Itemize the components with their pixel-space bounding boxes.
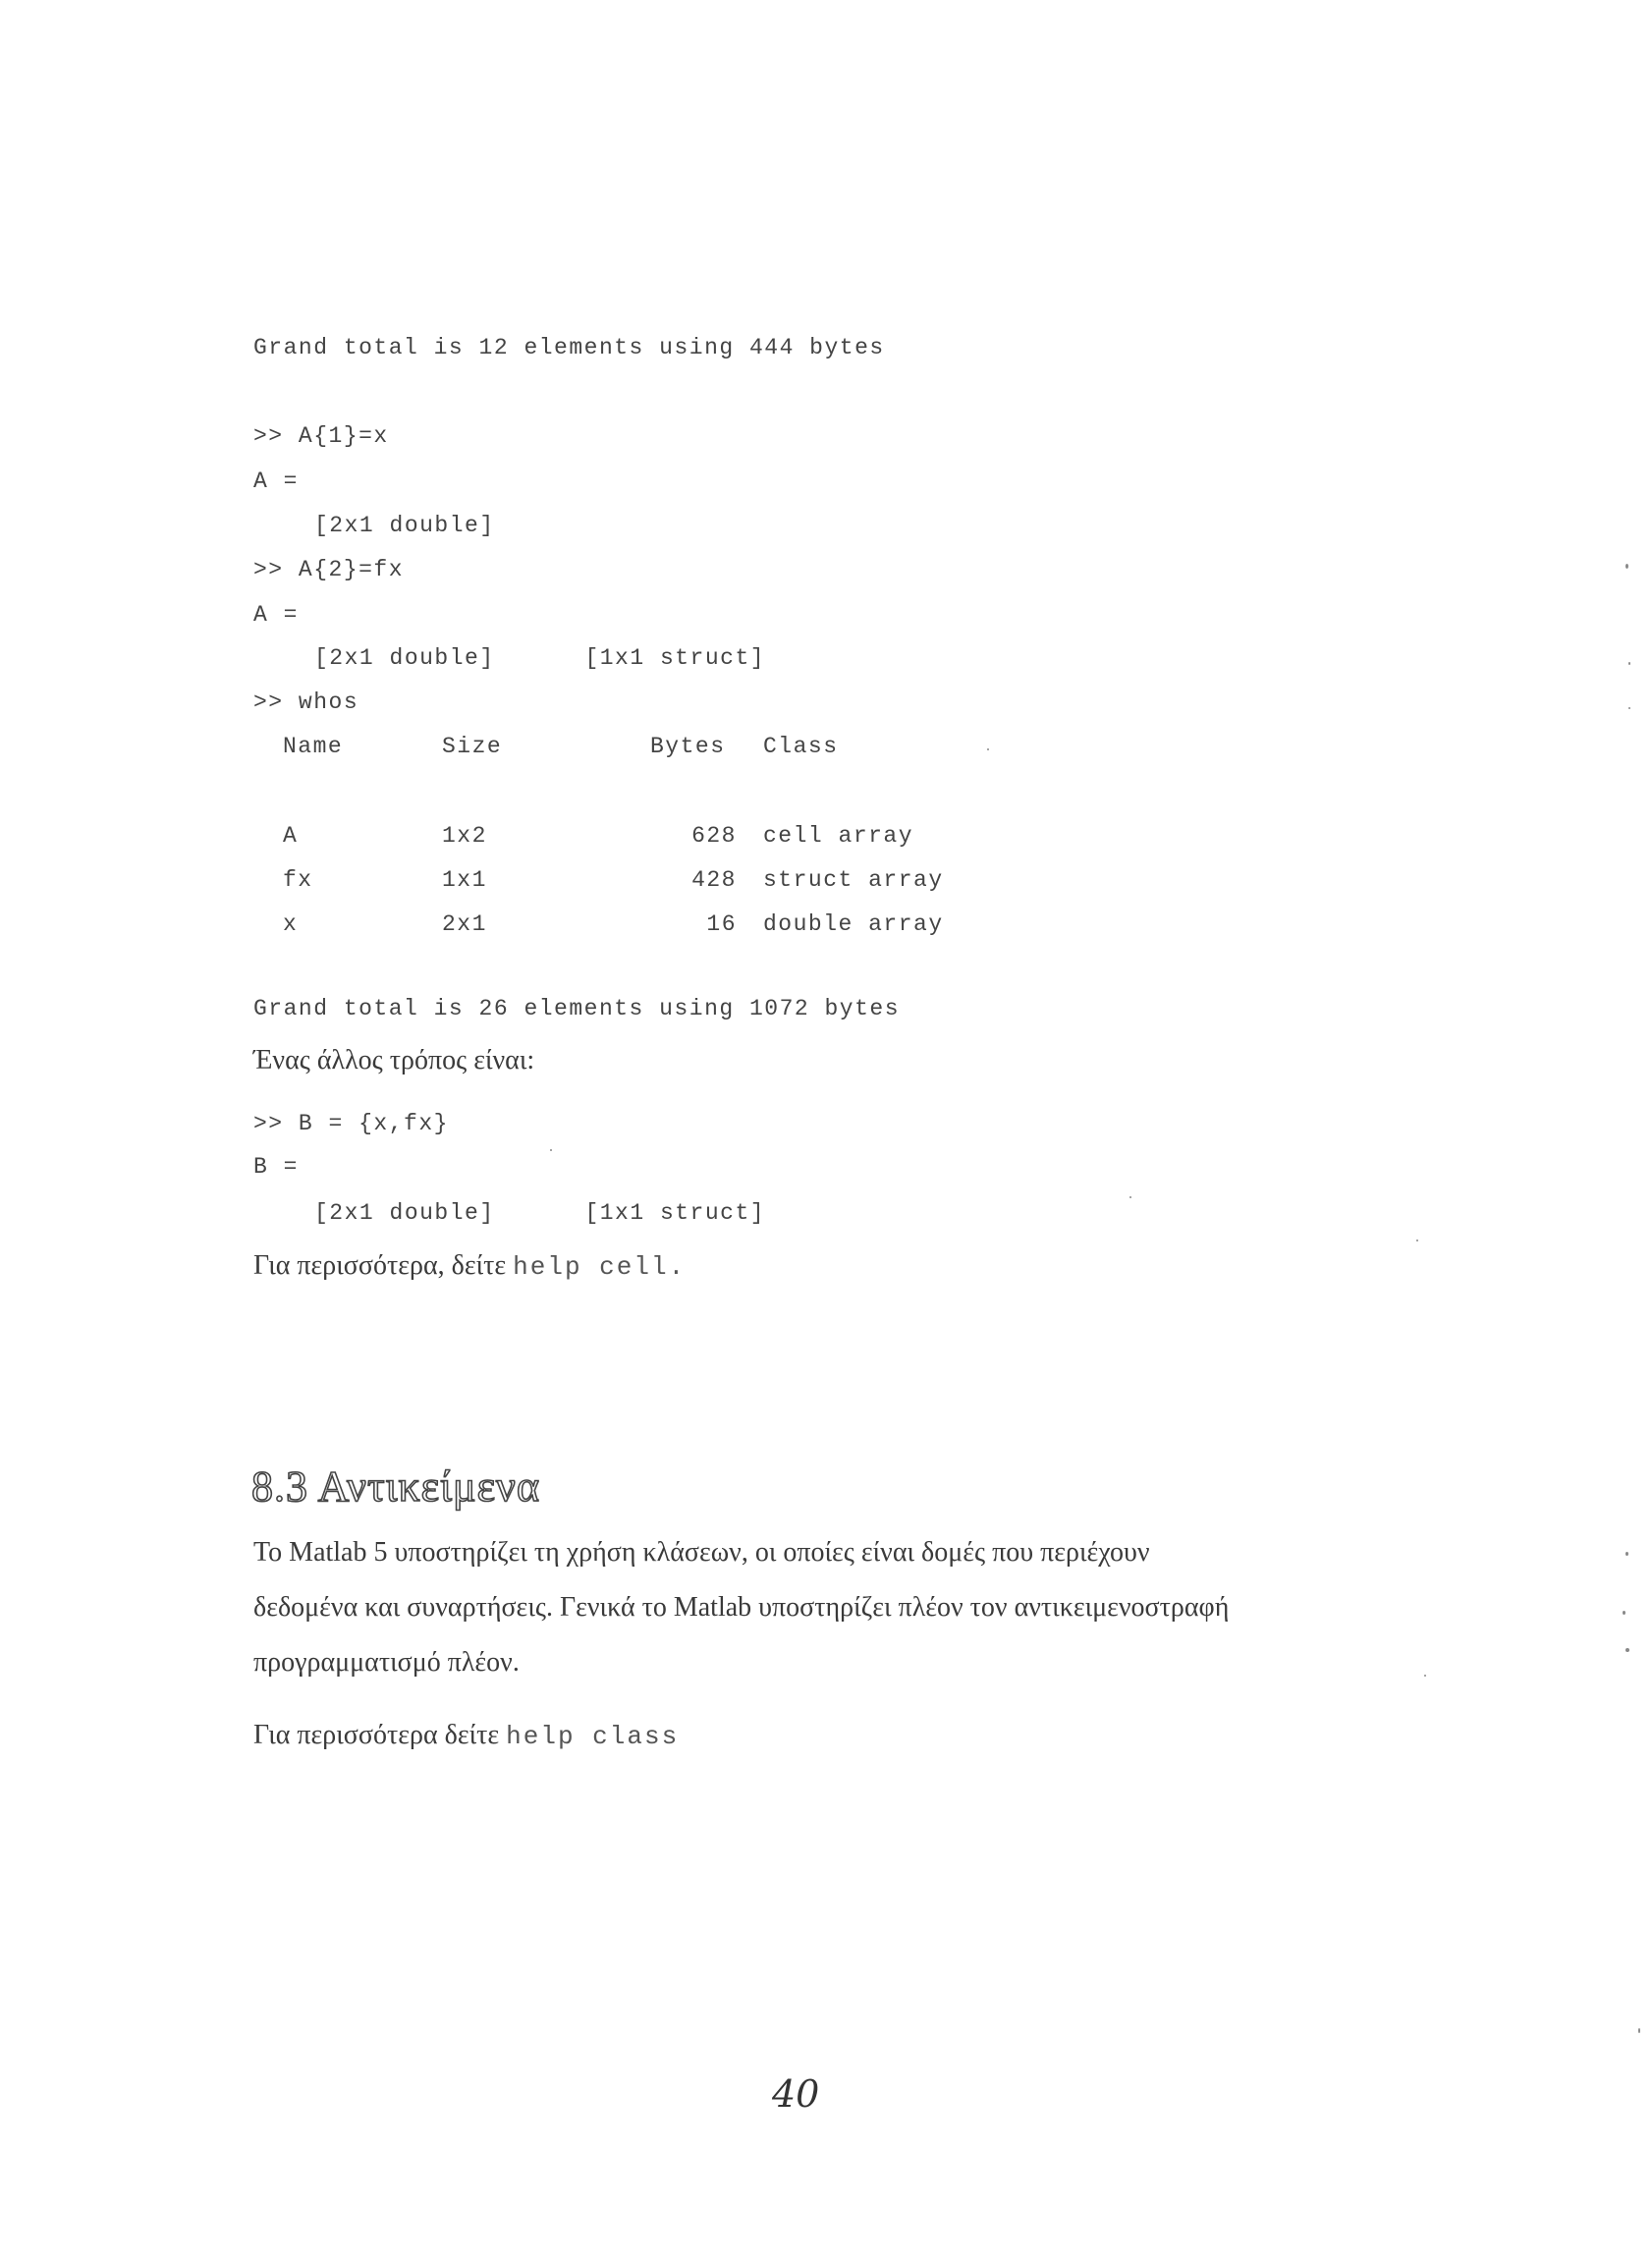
matlab-output-label-1: A =	[253, 468, 299, 494]
paragraph-line-1: Το Matlab 5 υποστηρίζει τη χρήση κλάσεων, οι οποίες είναι δομές που περιέχουν	[253, 1537, 1150, 1568]
cell-name: A	[283, 823, 299, 849]
section-heading: 8.3 Αντικείμενα	[251, 1462, 540, 1511]
column-header-class: Class	[763, 734, 839, 759]
scan-speck	[1623, 1611, 1625, 1615]
cell-name: x	[283, 911, 299, 937]
column-header-bytes: Bytes	[650, 734, 726, 759]
cell-class: struct array	[763, 867, 944, 893]
grand-total-line-1: Grand total is 12 elements using 444 bytes	[253, 335, 885, 360]
page-number: 40	[772, 2072, 820, 2116]
cell-bytes: 428	[691, 867, 737, 893]
help-cell-command: help cell.	[513, 1252, 687, 1282]
scan-speck	[1628, 707, 1630, 709]
cell-bytes: 16	[706, 911, 737, 937]
matlab-command-1: >> A{1}=x	[253, 423, 389, 449]
scan-speck	[1424, 1675, 1426, 1677]
scan-speck	[1625, 1648, 1629, 1652]
matlab-output-label-b: B =	[253, 1154, 299, 1180]
matlab-output-label-2: A =	[253, 602, 299, 628]
cell-class: double array	[763, 911, 944, 937]
matlab-output-value-2: [2x1 double] [1x1 struct]	[314, 645, 766, 671]
matlab-command-2: >> A{2}=fx	[253, 557, 405, 582]
scan-speck	[1628, 662, 1630, 665]
matlab-output-value-1: [2x1 double]	[314, 513, 495, 538]
cell-size: 1x2	[442, 823, 487, 849]
cell-bytes: 628	[691, 823, 737, 849]
help-cell-line	[253, 1249, 686, 1284]
alternative-method-text: Ένας άλλος τρόπος είναι:	[253, 1045, 535, 1075]
help-class-text: Για περισσότερα δείτε	[253, 1720, 507, 1750]
cell-class: cell array	[763, 823, 914, 849]
column-header-name: Name	[283, 734, 344, 759]
matlab-command-b: >> B = {x,fx}	[253, 1111, 449, 1136]
scan-speck	[550, 1149, 552, 1151]
scan-speck	[987, 748, 989, 750]
matlab-command-whos: >> whos	[253, 689, 359, 715]
scan-speck	[1416, 1240, 1418, 1241]
scan-speck	[1638, 2028, 1640, 2033]
paragraph-line-2: δεδομένα και συναρτήσεις. Γενικά το Matlab υποστηρίζει πλέον τον αντικειμενοστραφή	[253, 1592, 1230, 1623]
cell-size: 2x1	[442, 911, 487, 937]
paragraph-line-3: προγραμματισμό πλέον.	[253, 1647, 520, 1678]
column-header-size: Size	[442, 734, 503, 759]
grand-total-line-2: Grand total is 26 elements using 1072 bytes	[253, 996, 900, 1021]
cell-name: fx	[283, 867, 313, 893]
scan-speck	[1625, 1552, 1628, 1556]
cell-size: 1x1	[442, 867, 487, 893]
help-class-command: help class	[506, 1722, 680, 1751]
scan-speck	[1129, 1196, 1131, 1198]
help-class-line	[253, 1719, 679, 1753]
help-cell-text: Για περισσότερα, δείτε	[253, 1250, 514, 1281]
matlab-output-value-b: [2x1 double] [1x1 struct]	[314, 1200, 766, 1226]
scan-speck	[1625, 564, 1628, 569]
